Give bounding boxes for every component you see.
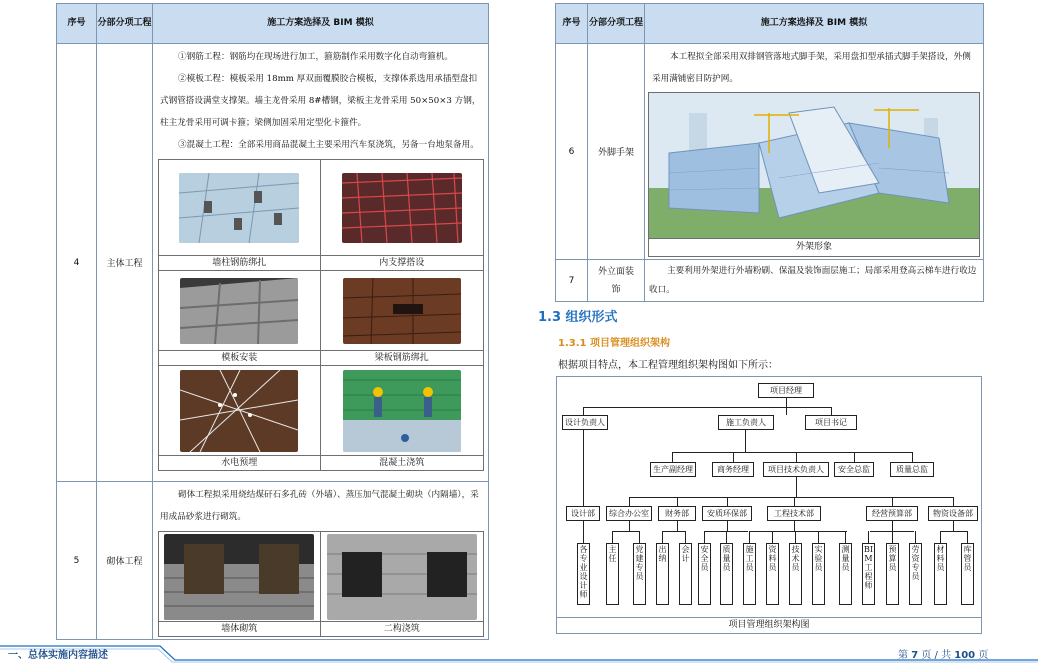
org-box-design-head: 设计负责人 [562, 415, 608, 430]
page-current: 7 [911, 650, 919, 661]
scaffold-figure [648, 92, 980, 257]
connector-line [583, 407, 831, 408]
connector-line [662, 531, 663, 543]
secondary-structure-image [327, 534, 477, 620]
paragraph: 本工程拟全部采用双排钢管落地式脚手架，采用盘扣型承插式脚手架搭设，外侧采用满铺密目防护网。 [652, 52, 971, 84]
image-caption: 水电预埋 [158, 456, 321, 471]
row-section-name: 外立面装饰 [588, 260, 645, 302]
org-staff: 党建专员 [633, 543, 646, 605]
org-chart-caption: 项目管理组织架构图 [557, 617, 981, 633]
left-table [56, 3, 489, 640]
connector-line [967, 531, 968, 543]
org-box-deputy: 生产副经理 [650, 462, 696, 477]
scaffold-render-image [649, 93, 979, 238]
connector-line [583, 430, 584, 506]
image-caption: 二构浇筑 [321, 622, 484, 637]
connector-line [612, 531, 640, 532]
org-box-deputy: 商务经理 [712, 462, 754, 477]
paragraph: 砌体工程拟采用烧结煤矸石多孔砖（外墙）、蒸压加气混凝土砌块（内隔墙），采用成品砂浆进行砌筑。 [160, 490, 479, 522]
image-caption: 梁板钢筋绑扎 [321, 351, 484, 366]
page-prefix: 第 [898, 650, 908, 661]
org-box-department: 综合办公室 [606, 506, 652, 521]
intro-text: 根据项目特点，本工程管理组织架构图如下所示： [558, 360, 778, 371]
connector-line [745, 430, 746, 452]
connector-line [583, 521, 584, 543]
connector-line [727, 521, 728, 531]
header-plan: 施工方案选择及 BIM 模拟 [153, 4, 489, 44]
org-staff: 库管员 [961, 543, 974, 605]
connector-line [854, 452, 855, 462]
connector-line [749, 531, 847, 532]
connector-line [794, 521, 795, 531]
connector-line [794, 497, 795, 506]
org-box-department: 安质环保部 [702, 506, 752, 521]
org-box-department: 经营预算部 [866, 506, 918, 521]
connector-line [953, 521, 954, 531]
image-grid [158, 159, 484, 471]
connector-line [629, 521, 630, 531]
image-caption: 墙体砌筑 [158, 622, 321, 637]
org-box-department: 工程技术部 [767, 506, 821, 521]
org-box-construction-head: 施工负责人 [718, 415, 774, 430]
connector-line [772, 531, 773, 543]
org-box-department: 财务部 [658, 506, 696, 521]
connector-line [940, 531, 968, 532]
section-title: 1.3 组织形式 [538, 310, 618, 325]
org-staff: 实验员 [812, 543, 825, 605]
org-box-deputy: 安全总监 [834, 462, 874, 477]
paragraph: ②模板工程：模板采用 18mm 厚双面覆膜胶合模板，支撑体系选用承插型盘扣式钢管搭设满堂支撑架。墙主龙骨采用 8#槽钢，梁板主龙骨采用 50×50×3 方钢，柱主龙骨采用可调卡箍；梁侧加固采用定型化卡箍件。 [160, 74, 481, 128]
connector-line [892, 497, 893, 506]
connector-line [912, 452, 913, 462]
connector-line [639, 531, 640, 543]
org-staff: 测量员 [839, 543, 852, 605]
org-box-department: 设计部 [566, 506, 600, 521]
connector-line [868, 531, 869, 543]
row-section-name: 主体工程 [97, 44, 153, 482]
connector-line [733, 452, 734, 462]
org-box-deputy: 质量总监 [890, 462, 934, 477]
org-box-deputy: 项目技术负责人 [763, 462, 829, 477]
formwork-image [180, 278, 298, 344]
image-caption: 内支撑搭设 [321, 256, 484, 271]
image-grid [158, 531, 484, 637]
org-staff: 会计 [679, 543, 692, 605]
org-box-secretary: 项目书记 [805, 415, 857, 430]
figure-caption: 外架形象 [649, 238, 979, 256]
connector-line [677, 497, 678, 506]
table-row [556, 260, 984, 302]
paragraph: ③混凝土工程：全部采用商品混凝土主要采用汽车泵浇筑，另备一台地泵备用。 [178, 140, 479, 150]
connector-line [795, 531, 796, 543]
connector-line [672, 452, 673, 462]
table-row [57, 44, 489, 482]
page-mid: 页 / 共 [921, 650, 952, 661]
page-footer [0, 640, 1038, 664]
paragraph: 主要利用外架进行外墙粉刷、保温及装饰面层施工；局部采用登高云梯车进行收边收口。 [649, 265, 977, 295]
header-section: 分部分项工程 [97, 4, 153, 44]
connector-line [892, 531, 893, 543]
connector-line [796, 452, 797, 462]
connector-line [583, 407, 584, 415]
table-row [556, 44, 984, 260]
row-number: 7 [556, 260, 588, 302]
connector-line [818, 531, 819, 543]
connector-line [677, 521, 678, 531]
paragraph: ①钢筋工程：钢筋均在现场进行加工，箍筋制作采用数字化自动弯箍机。 [178, 52, 454, 62]
org-staff: 质量员 [720, 543, 733, 605]
org-staff: 主任 [606, 543, 619, 605]
row-section-name: 砌体工程 [97, 482, 153, 640]
connector-line [940, 531, 941, 543]
connector-line [749, 531, 750, 543]
connector-line [915, 531, 916, 543]
org-staff: 技术员 [789, 543, 802, 605]
connector-line [786, 397, 787, 415]
shoring-image [342, 173, 462, 243]
connector-line [662, 531, 686, 532]
org-box-top: 项目经理 [758, 383, 814, 398]
header-plan: 施工方案选择及 BIM 模拟 [645, 4, 984, 44]
connector-line [892, 521, 893, 531]
footer-chapter: 一、总体实施内容描述 [8, 650, 108, 661]
connector-line [831, 407, 832, 415]
connector-line [845, 531, 846, 543]
row-number: 6 [556, 44, 588, 260]
header-no: 序号 [57, 4, 97, 44]
connector-line [726, 531, 727, 543]
connector-line [796, 477, 797, 497]
header-section: 分部分项工程 [588, 4, 645, 44]
org-staff: 资料员 [766, 543, 779, 605]
subsection-title: 1.3.1 项目管理组织架构 [558, 338, 670, 349]
page-suffix: 页 [978, 650, 989, 661]
connector-line [704, 531, 705, 543]
rebar-wall-image [179, 173, 299, 243]
image-caption: 模板安装 [158, 351, 321, 366]
right-table [555, 3, 984, 302]
org-staff: 劳资专员 [909, 543, 922, 605]
connector-line [953, 497, 954, 506]
masonry-wall-image [164, 534, 314, 620]
org-staff: 施工员 [743, 543, 756, 605]
header-no: 序号 [556, 4, 588, 44]
connector-line [629, 497, 630, 506]
image-caption: 墙柱钢筋绑扎 [158, 256, 321, 271]
org-staff: 预算员 [886, 543, 899, 605]
page-total: 100 [954, 650, 976, 661]
org-box-department: 物资设备部 [928, 506, 978, 521]
connector-line [727, 497, 728, 506]
table-row [57, 482, 489, 640]
footer-rule [0, 640, 1038, 664]
concrete-pour-image [343, 370, 461, 452]
org-staff: 安全员 [698, 543, 711, 605]
beam-rebar-image [343, 278, 461, 344]
org-staff: BIM工程师 [862, 543, 875, 605]
connector-line [672, 452, 912, 453]
org-staff: 材料员 [934, 543, 947, 605]
org-staff: 各专业设计师 [577, 543, 590, 605]
row-number: 5 [57, 482, 97, 640]
connector-line [685, 531, 686, 543]
row-number: 4 [57, 44, 97, 482]
org-staff: 出纳 [656, 543, 669, 605]
connector-line [612, 531, 613, 543]
page-number [898, 646, 988, 661]
image-caption: 混凝土浇筑 [321, 456, 484, 471]
mep-embed-image [180, 370, 298, 452]
row-section-name: 外脚手架 [588, 44, 645, 260]
